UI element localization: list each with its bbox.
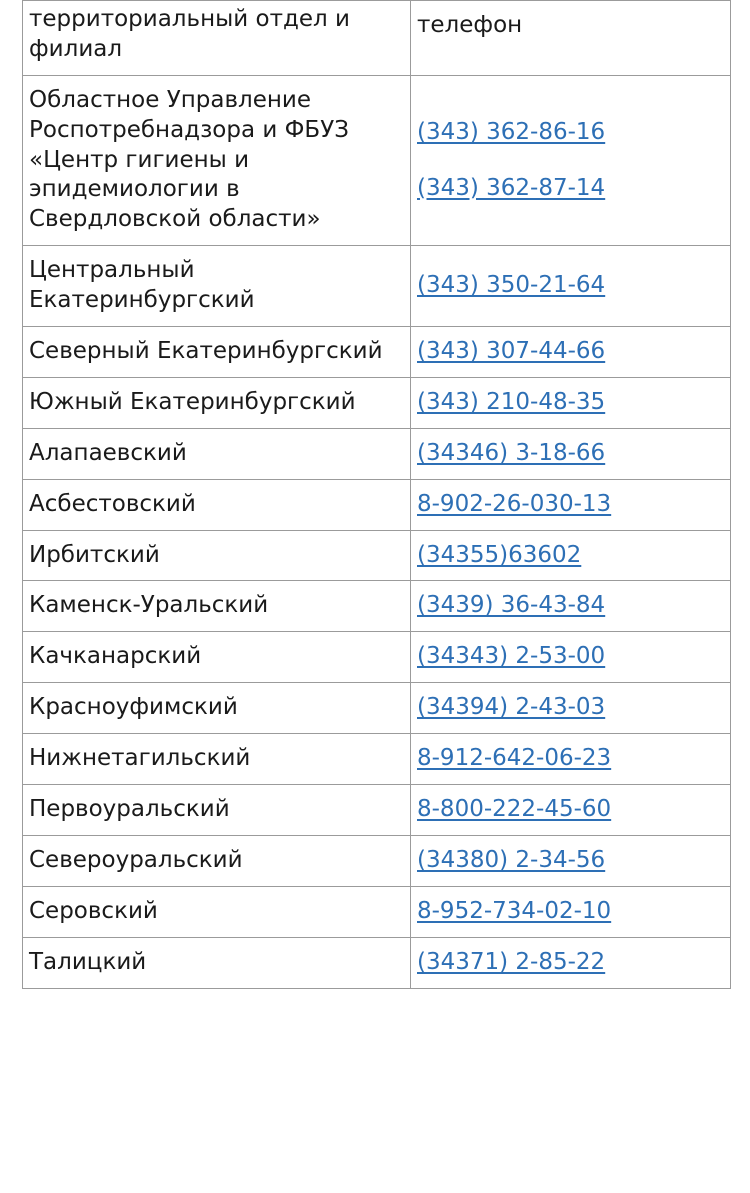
phone-list	[417, 795, 722, 825]
contacts-table	[22, 0, 731, 989]
phone-cell	[411, 785, 731, 836]
table-row	[23, 632, 731, 683]
phone-cell	[411, 246, 731, 327]
phone-cell	[411, 734, 731, 785]
phone-cell	[411, 428, 731, 479]
phone-list	[417, 642, 722, 672]
department-cell: Североуральский	[23, 835, 411, 886]
phone-cell	[411, 632, 731, 683]
phone-list	[417, 744, 722, 774]
phone-list	[417, 388, 722, 418]
department-cell: Красноуфимский	[23, 683, 411, 734]
phone-cell	[411, 835, 731, 886]
phone-list	[417, 693, 722, 723]
department-cell: Каменск-Уральский	[23, 581, 411, 632]
column-header-phone: телефон	[411, 1, 731, 76]
department-cell: Центральный Екатеринбургский	[23, 246, 411, 327]
phone-cell	[411, 530, 731, 581]
table-row	[23, 428, 731, 479]
phone-cell	[411, 886, 731, 937]
table-row	[23, 734, 731, 785]
table-row	[23, 75, 731, 245]
department-cell: Талицкий	[23, 937, 411, 988]
phone-cell	[411, 937, 731, 988]
phone-list	[417, 271, 722, 301]
table-row	[23, 886, 731, 937]
phone-list	[417, 337, 722, 367]
phone-list	[417, 439, 722, 469]
phone-list	[417, 591, 722, 621]
phone-list	[417, 541, 722, 571]
table-row	[23, 246, 731, 327]
phone-cell	[411, 581, 731, 632]
phone-link[interactable]: 8-912-642-06-23	[417, 745, 612, 772]
phone-cell	[411, 327, 731, 378]
phone-link[interactable]: (34394) 2-43-03	[417, 694, 606, 721]
department-cell: Алапаевский	[23, 428, 411, 479]
table-row	[23, 785, 731, 836]
column-header-department: территориальный отдел и филиал	[23, 1, 411, 76]
department-cell: Нижнетагильский	[23, 734, 411, 785]
phone-cell	[411, 683, 731, 734]
department-cell: Северный Екатеринбургский	[23, 327, 411, 378]
phone-link[interactable]: (34355)63602	[417, 541, 582, 568]
phone-list	[417, 948, 722, 978]
department-cell: Качканарский	[23, 632, 411, 683]
contacts-table-body	[23, 1, 731, 989]
table-row	[23, 937, 731, 988]
phone-link[interactable]: (343) 210-48-35	[417, 388, 606, 415]
department-cell: Южный Екатеринбургский	[23, 377, 411, 428]
table-row	[23, 530, 731, 581]
phone-link[interactable]: (34343) 2-53-00	[417, 643, 606, 670]
department-cell: Серовский	[23, 886, 411, 937]
phone-list	[417, 846, 722, 876]
phone-link[interactable]: 8-902-26-030-13	[417, 490, 612, 517]
table-row	[23, 581, 731, 632]
table-header-row	[23, 1, 731, 76]
phone-cell	[411, 479, 731, 530]
table-row	[23, 835, 731, 886]
department-cell: Областное Управление Роспотребнадзора и ФБУЗ «Центр гигиены и эпидемиологии в Свердловской области»	[23, 75, 411, 245]
phone-cell	[411, 377, 731, 428]
department-cell: Асбестовский	[23, 479, 411, 530]
phone-cell	[411, 75, 731, 245]
table-row	[23, 479, 731, 530]
phone-link[interactable]: (343) 362-86-16	[417, 118, 606, 145]
phone-link[interactable]: (343) 350-21-64	[417, 272, 606, 299]
phone-list	[417, 897, 722, 927]
department-cell: Ирбитский	[23, 530, 411, 581]
phone-link[interactable]: (3439) 36-43-84	[417, 592, 606, 619]
phone-list	[417, 118, 722, 204]
phone-link[interactable]: (343) 362-87-14	[417, 174, 606, 201]
table-row	[23, 377, 731, 428]
phone-link[interactable]: (343) 307-44-66	[417, 338, 606, 365]
phone-link[interactable]: (34346) 3-18-66	[417, 439, 606, 466]
phone-link[interactable]: 8-800-222-45-60	[417, 796, 612, 823]
phone-link[interactable]: (34380) 2-34-56	[417, 846, 606, 873]
phone-list	[417, 490, 722, 520]
table-row	[23, 683, 731, 734]
phone-link[interactable]: 8-952-734-02-10	[417, 897, 612, 924]
department-cell: Первоуральский	[23, 785, 411, 836]
table-row	[23, 327, 731, 378]
phone-link[interactable]: (34371) 2-85-22	[417, 948, 606, 975]
